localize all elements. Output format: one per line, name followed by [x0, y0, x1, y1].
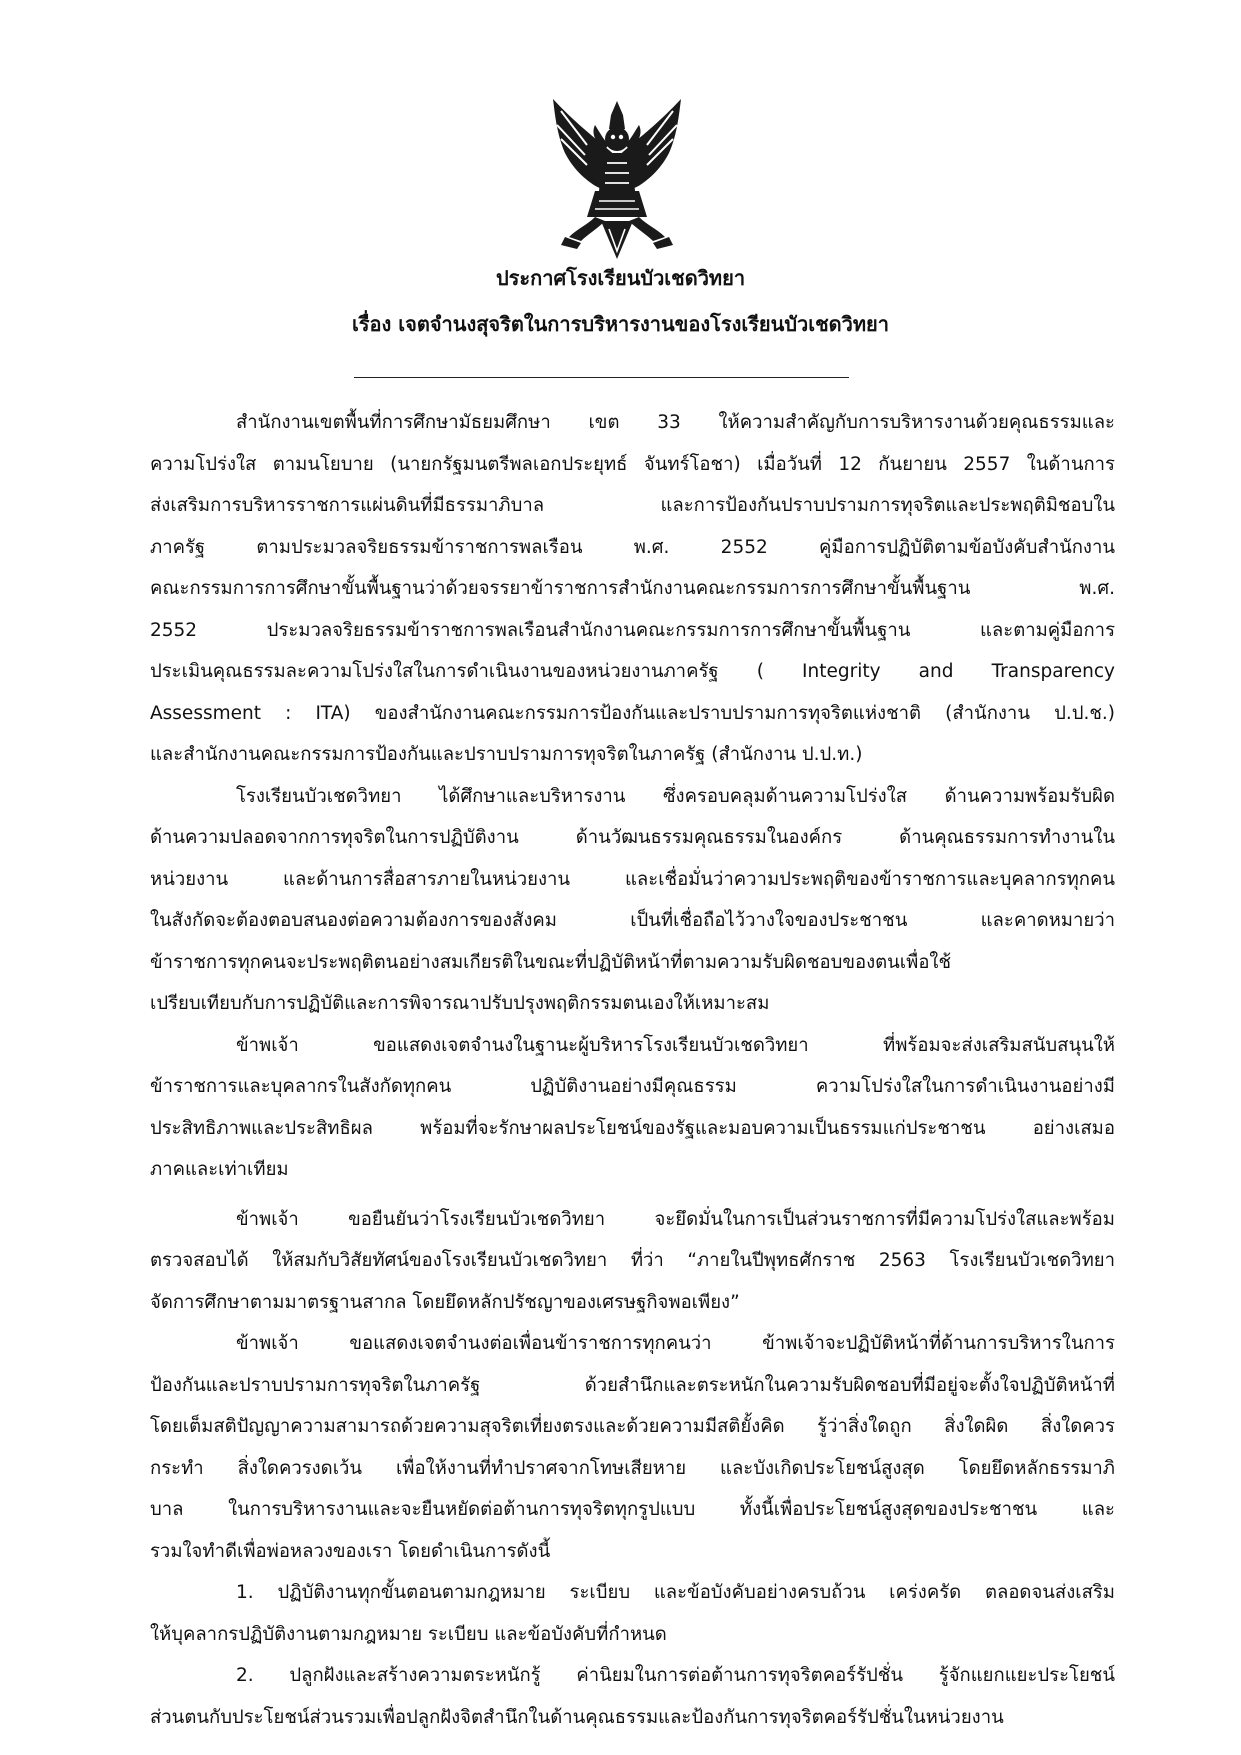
paragraph-line: โดยเต็มสติปัญญาความสามารถด้วยความสุจริตเที่ยงตรงและด้วยความมีสติยั้งคิด รู้ว่าสิ่งใดถูก สิ่งใดผิด สิ่งใดควร	[150, 1416, 1115, 1437]
paragraph-line: รวมใจทำดีเพื่อพ่อหลวงของเรา โดยดำเนินการดังนี้	[150, 1540, 551, 1562]
paragraph-2	[150, 776, 1115, 1025]
paragraph-line: ให้บุคลากรปฏิบัติงานตามกฎหมาย ระเบียบ และข้อบังคับที่กำหนด	[150, 1623, 667, 1645]
paragraph-line: บาล ในการบริหารงานและจะยืนหยัดต่อต้านการทุจริตทุกรูปแบบ ทั้งนี้เพื่อประโยชน์สูงสุดของประชาชน และ	[150, 1499, 1115, 1520]
paragraph-line: คณะกรรมการการศึกษาขั้นพื้นฐานว่าด้วยจรรยาข้าราชการสำนักงานคณะกรรมการการศึกษาขั้นพื้นฐาน พ.ศ.	[150, 578, 1115, 599]
paragraph-line: ข้าราชการทุกคนจะประพฤติตนอย่างสมเกียรติในขณะที่ปฏิบัติหน้าที่ตามความรับผิดชอบของตนเพื่อใช้	[150, 951, 952, 973]
announcement-body	[150, 402, 1115, 1738]
paragraph-line: ข้าพเจ้า ขอแสดงเจตจำนงต่อเพื่อนข้าราชการทุกคนว่า ข้าพเจ้าจะปฏิบัติหน้าที่ด้านการบริหารในการ	[236, 1333, 1115, 1354]
title-divider	[354, 377, 849, 378]
paragraph-line: เปรียบเทียบกับการปฏิบัติและการพิจารณาปรับปรุงพฤติกรรมตนเองให้เหมาะสม	[150, 993, 770, 1014]
paragraph-line: Assessment : ITA) ของสำนักงานคณะกรรมการป้องกันและปราบปรามการทุจริตแห่งชาติ (สำนักงาน ป.ป.ช.)	[150, 702, 1115, 724]
paragraph-3	[150, 1025, 1115, 1191]
paragraph-line: 2552 ประมวลจริยธรรมข้าราชการพลเรือนสำนักงานคณะกรรมการการศึกษาขั้นพื้นฐาน และตามคู่มือการ	[150, 619, 1115, 641]
paragraph-line: จัดการศึกษาตามมาตรฐานสากล โดยยึดหลักปรัชญาของเศรษฐกิจพอเพียง”	[150, 1291, 740, 1313]
paragraph-5	[150, 1323, 1115, 1572]
announcement-title: ประกาศโรงเรียนบัวเชดวิทยา	[495, 266, 746, 290]
announcement-subject: เรื่อง เจตจำนงสุจริตในการบริหารงานของโรงเรียนบัวเชดวิทยา	[351, 312, 890, 336]
paragraph-line: หน่วยงาน และด้านการสื่อสารภายในหน่วยงาน และเชื่อมั่นว่าความประพฤติของข้าราชการและบุคลากรทุกคน	[150, 868, 1115, 890]
paragraph-line: ความโปร่งใส ตามนโยบาย (นายกรัฐมนตรีพลเอกประยุทธ์ จันทร์โอชา) เมื่อวันที่ 12 กันยายน 2557 ในด้านการ	[150, 453, 1115, 475]
list-item-1	[150, 1572, 1115, 1655]
paragraph-line: ข้าพเจ้า ขอยืนยันว่าโรงเรียนบัวเชดวิทยา จะยึดมั่นในการเป็นส่วนราชการที่มีความโปร่งใสและพร้อม	[236, 1208, 1115, 1230]
paragraph-line: ประสิทธิภาพและประสิทธิผล พร้อมที่จะรักษาผลประโยชน์ของรัฐและมอบความเป็นธรรมแก่ประชาชน อย่างเสมอ	[150, 1117, 1115, 1139]
paragraph-line: ภาคและเท่าเทียม	[150, 1159, 289, 1180]
paragraph-line: ในสังกัดจะต้องตอบสนองต่อความต้องการของสังคม เป็นที่เชื่อถือไว้วางใจของประชาชน และคาดหมายว่า	[150, 910, 1115, 931]
paragraph-line: ส่วนตนกับประโยชน์ส่วนรวมเพื่อปลูกฝังจิตสำนึกในด้านคุณธรรมและป้องกันการทุจริตคอร์รัปชั่นในหน่วยงาน	[150, 1706, 1004, 1728]
garuda-emblem-icon	[547, 95, 687, 263]
list-item-2	[150, 1655, 1115, 1738]
paragraph-line: 1. ปฏิบัติงานทุกขั้นตอนตามกฎหมาย ระเบียบ และข้อบังคับอย่างครบถ้วน เคร่งครัด ตลอดจนส่งเสริม	[236, 1582, 1115, 1603]
paragraph-line: ภาครัฐ ตามประมวลจริยธรรมข้าราชการพลเรือน พ.ศ. 2552 คู่มือการปฏิบัติตามข้อบังคับสำนักงาน	[150, 536, 1115, 558]
paragraph-line: ข้าพเจ้า ขอแสดงเจตจำนงในฐานะผู้บริหารโรงเรียนบัวเชดวิทยา ที่พร้อมจะส่งเสริมสนับสนุนให้	[236, 1034, 1115, 1056]
paragraph-4	[150, 1199, 1115, 1324]
paragraph-line: ตรวจสอบได้ ให้สมกับวิสัยทัศน์ของโรงเรียนบัวเชดวิทยา ที่ว่า “ภายในปีพุทธศักราช 2563 โรงเรียนบัวเชดวิทยา	[150, 1250, 1115, 1271]
paragraph-line: 2. ปลูกฝังและสร้างความตระหนักรู้ ค่านิยมในการต่อต้านการทุจริตคอร์รัปชั่น รู้จักแยกแยะประโยชน์	[236, 1665, 1115, 1686]
paragraph-line: โรงเรียนบัวเชดวิทยา ได้ศึกษาและบริหารงาน ซึ่งครอบคลุมด้านความโปร่งใส ด้านความพร้อมรับผิด	[236, 785, 1115, 807]
paragraph-line: ป้องกันและปราบปรามการทุจริตในภาครัฐ ด้วยสำนึกและตระหนักในความรับผิดชอบที่มีอยู่จะตั้งใจปฏิบัติหน้าที่	[150, 1374, 1115, 1396]
paragraph-line: ด้านความปลอดจากการทุจริตในการปฏิบัติงาน ด้านวัฒนธรรมคุณธรรมในองค์กร ด้านคุณธรรมการทำงานใน	[150, 827, 1115, 848]
paragraph-1	[150, 402, 1115, 776]
paragraph-line: และสำนักงานคณะกรรมการป้องกันและปราบปรามการทุจริตในภาครัฐ (สำนักงาน ป.ป.ท.)	[150, 744, 863, 765]
paragraph-line: ประเมินคุณธรรมละความโปร่งใสในการดำเนินงานของหน่วยงานภาครัฐ ( Integrity and Transparency	[150, 661, 1115, 682]
paragraph-line: กระทำ สิ่งใดควรงดเว้น เพื่อให้งานที่ทำปราศจากโทษเสียหาย และบังเกิดประโยชน์สูงสุด โดยยึดหลักธรรมาภิ	[150, 1457, 1115, 1479]
paragraph-line: สำนักงานเขตพื้นที่การศึกษามัธยมศึกษา เขต 33 ให้ความสำคัญกับการบริหารงานด้วยคุณธรรมและ	[236, 412, 1115, 433]
paragraph-line: ส่งเสริมการบริหารราชการแผ่นดินที่มีธรรมาภิบาล และการป้องกันปราบปรามการทุจริตและประพฤติมิชอบใน	[150, 495, 1115, 516]
paragraph-line: ข้าราชการและบุคลากรในสังกัดทุกคน ปฏิบัติงานอย่างมีคุณธรรม ความโปร่งใสในการดำเนินงานอย่างมี	[150, 1076, 1115, 1097]
